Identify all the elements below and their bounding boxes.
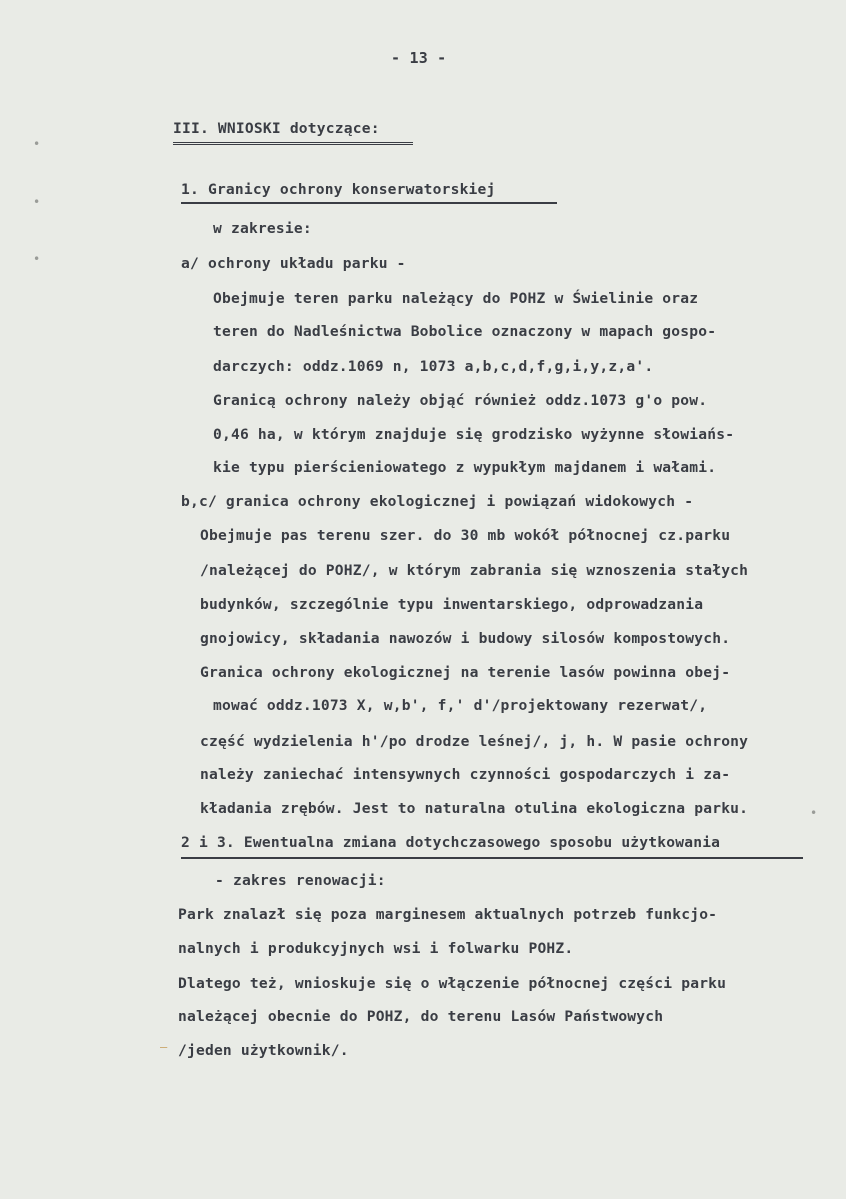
section-heading-underline [173,142,413,145]
point-bc-line: budynków, szczególnie typu inwentarskiego, odprowadzania [200,596,704,613]
page-number: - 13 - [391,49,447,67]
heading-1-underline [181,202,557,204]
point-bc-line: Granica ochrony ekologicznej na terenie lasów powinna obej- [200,664,731,681]
final-line: należącej obecnie do POHZ, do terenu Lasów Państwowych [178,1008,664,1025]
heading-1: 1. Granicy ochrony konserwatorskiej [181,181,496,198]
final-line: nalnych i produkcyjnych wsi i folwarku POHZ. [178,940,574,957]
point-a-line: 0,46 ha, w którym znajduje się grodzisko wyżynne słowiańs- [213,426,735,443]
point-bc-line: /należącej do POHZ/, w którym zabrania się wznoszenia stałych [200,562,749,579]
point-bc-line: gnojowicy, składania nawozów i budowy silosów kompostowych. [200,630,731,647]
point-bc-line: część wydzielenia h'/po drodze leśnej/, j, h. W pasie ochrony [200,733,749,750]
sub-label: w zakresie: [213,220,312,237]
renovation-label: - zakres renowacji: [215,872,386,889]
final-line: /jeden użytkownik/. [178,1042,349,1059]
point-a-title: a/ ochrony układu parku - [181,255,406,272]
heading-2-3-underline [181,857,803,859]
point-a-line: darczych: oddz.1069 n, 1073 a,b,c,d,f,g,i,y,z,a'. [213,358,654,375]
section-heading: III. WNIOSKI dotyczące: [173,120,380,137]
final-line: Park znalazł się poza marginesem aktualnych potrzeb funkcjo- [178,906,718,923]
point-a-line: teren do Nadleśnictwa Bobolice oznaczony w mapach gospo- [213,323,717,340]
point-bc-title: b,c/ granica ochrony ekologicznej i powiązań widokowych - [181,493,694,510]
final-line: Dlatego też, wnioskuje się o włączenie północnej części parku [178,975,727,992]
point-a-line: kie typu pierścieniowatego z wypukłym majdanem i wałami. [213,459,717,476]
margin-dash: – [160,1040,168,1054]
point-bc-line: należy zaniechać intensywnych czynności gospodarczych i za- [200,766,731,783]
margin-dot: • [33,195,41,209]
point-a-line: Granicą ochrony należy objąć również oddz.1073 g'o pow. [213,392,708,409]
heading-2-3: 2 i 3. Ewentualna zmiana dotychczasowego sposobu użytkowania [181,834,721,851]
margin-dot: • [33,252,41,266]
margin-dot: • [33,137,41,151]
margin-dot: • [810,806,818,820]
point-a-line: Obejmuje teren parku należący do POHZ w Świelinie oraz [213,290,699,307]
point-bc-line: Obejmuje pas terenu szer. do 30 mb wokół północnej cz.parku [200,527,731,544]
point-bc-line: mować oddz.1073 X, w,b', f,' d'/projektowany rezerwat/, [213,697,708,714]
point-bc-line: kładania zrębów. Jest to naturalna otulina ekologiczna parku. [200,800,749,817]
